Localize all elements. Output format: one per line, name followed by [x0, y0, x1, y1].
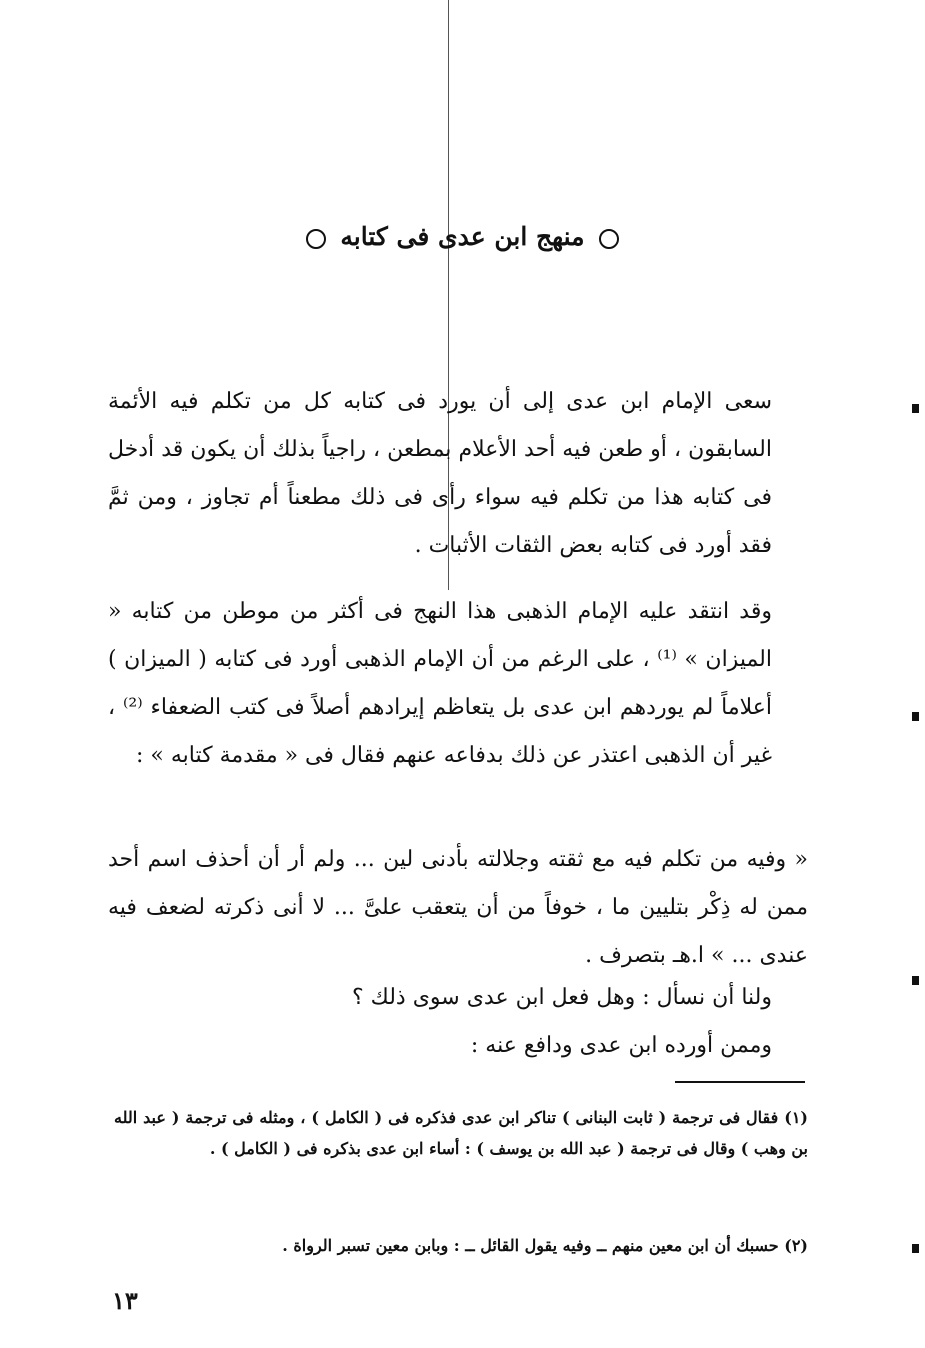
quote-paragraph-text: « وفيه من تكلم فيه مع ثقته وجلالته بأدنى لين ... ولم أر أن أحذف اسم أحد ممن له ذِكْر بتليين ما ، خوفاً من أن يتعقب علىَّ ... لا أنى ذكرته لضعف فيه عندى ... » ا.هـ بتصرف .	[108, 847, 808, 968]
section-title	[0, 222, 925, 251]
paragraph-1	[108, 378, 808, 570]
circle-ornament-icon	[306, 229, 326, 249]
question-paragraph-text: ولنا أن نسأل : وهل فعل ابن عدى سوى ذلك ؟	[351, 985, 772, 1010]
scan-edge-mark	[912, 404, 919, 413]
quote-paragraph	[108, 836, 808, 980]
page-number: ١٣	[112, 1286, 138, 1315]
section-title-text: منهج ابن عدى فى كتابه	[340, 222, 585, 251]
question-paragraph	[108, 974, 808, 1022]
footnote-2: (٢) حسبك أن ابن معين منهم ــ وفيه يقول القائل ــ : وبابن معين تسبر الرواة .	[282, 1236, 808, 1255]
scan-edge-mark	[912, 1244, 919, 1253]
scan-edge-mark	[912, 976, 919, 985]
footnote-divider	[675, 1081, 805, 1083]
list-intro-paragraph	[108, 1022, 808, 1070]
paragraph-2	[108, 588, 808, 780]
scan-edge-mark	[912, 712, 919, 721]
footnote-1: (١) فقال فى ترجمة ( ثابت البنانى ) تناكر ابن عدى فذكره فى ( الكامل ) ، ومثله فى ترجمة ( عبد الله بن وهب ) وقال فى ترجمة ( عبد الله بن يوسف ) : أساء ابن عدى بذكره فى ( الكامل ) .	[114, 1108, 808, 1158]
circle-ornament-icon	[599, 229, 619, 249]
paragraph-1-text: سعى الإمام ابن عدى إلى أن يورد فى كتابه كل من تكلم فيه الأئمة السابقون ، أو طعن فيه أحد الأعلام بمطعن ، راجياً بذلك أن يكون قد أدخل فى كتابه هذا من تكلم فيه سواء رأى فى ذلك مطعناً أم تجاوز ، ومن ثمَّ فقد أورد فى كتابه بعض الثقات الأثبات .	[108, 389, 772, 558]
paragraph-2-text: وقد انتقد عليه الإمام الذهبى هذا النهج فى أكثر من موطن من كتابه « الميزان » ⁽¹⁾ ، على الرغم من أن الإمام الذهبى أورد فى كتابه ( الميزان ) أعلاماً لم يوردهم ابن عدى بل يتعاظم إيرادهم أصلاً فى كتب الضعفاء ⁽²⁾ ، غير أن الذهبى اعتذر عن ذلك بدفاعه عنهم فقال فى « مقدمة كتابه » :	[108, 599, 772, 768]
list-intro-paragraph-text: وممن أورده ابن عدى ودافع عنه :	[470, 1033, 772, 1058]
